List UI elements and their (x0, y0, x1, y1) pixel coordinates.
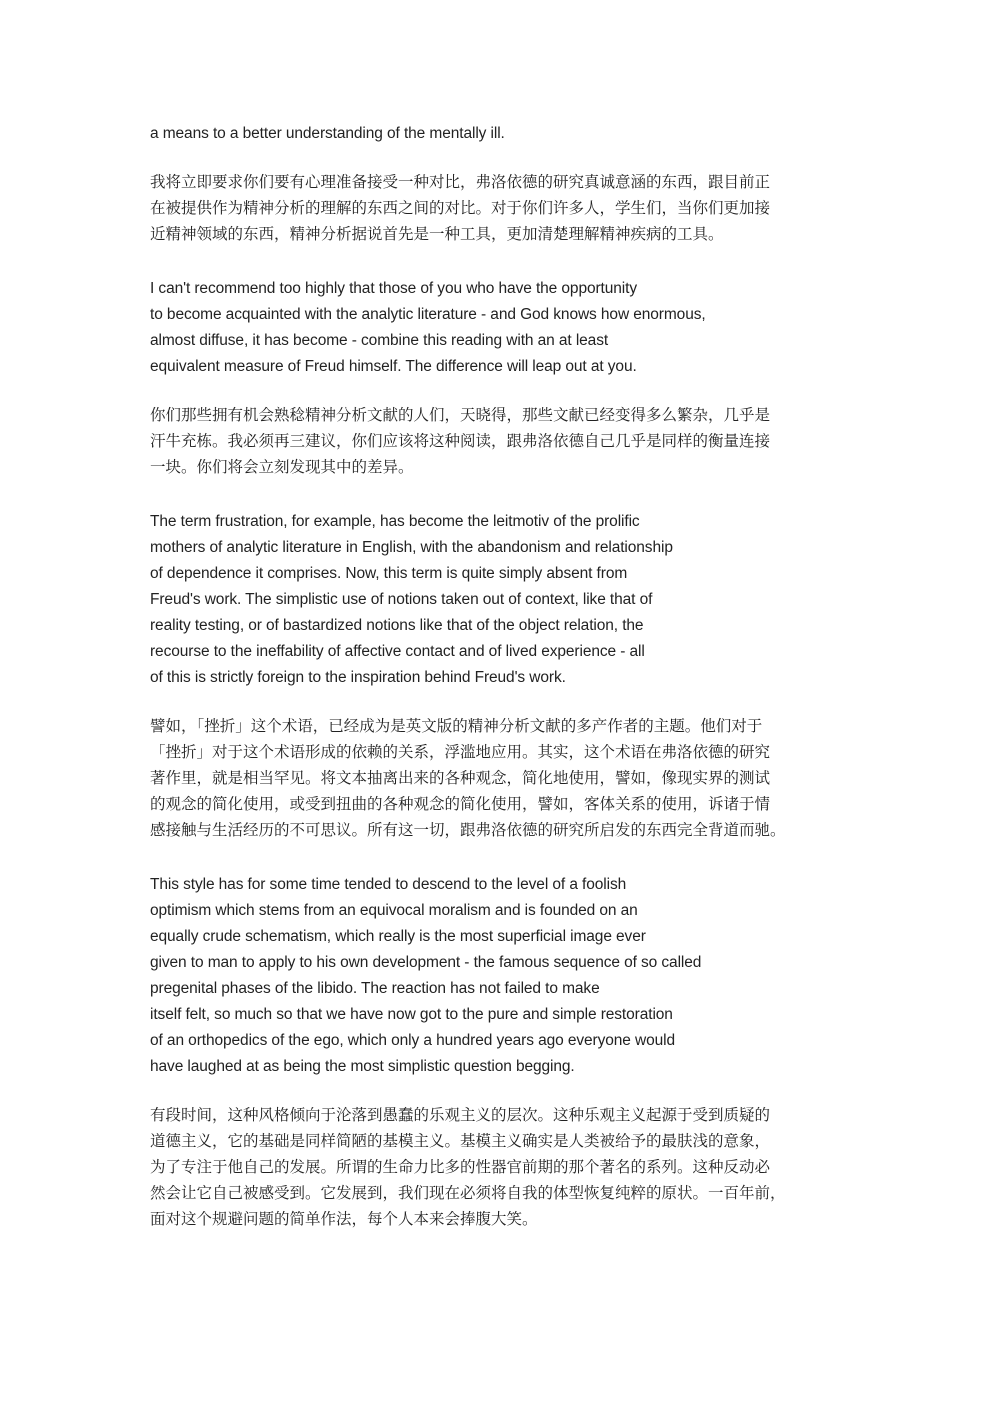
paragraph-english (150, 509, 850, 691)
paragraph-chinese (150, 713, 850, 843)
text-line: equally crude schematism, which really is the most superficial image ever (150, 928, 646, 945)
text-line: 著作里，就是相当罕见。将文本抽离出来的各种观念，简化地使用，譬如，像现实界的测试 (150, 769, 771, 787)
text-line: 然会让它自己被感受到。它发展到，我们现在必须将自我的体型恢复纯粹的原状。一百年前， (150, 1184, 786, 1202)
text-line: 在被提供作为精神分析的理解的东西之间的对比。对于你们许多人，学生们，当你们更加接 (150, 199, 771, 217)
text-line: itself felt, so much so that we have now got to the pure and simple restoration (150, 1006, 673, 1023)
text-line: 近精神领域的东西，精神分析据说首先是一种工具，更加清楚理解精神疾病的工具。 (150, 225, 724, 243)
text-line: of dependence it comprises. Now, this term is quite simply absent from (150, 565, 628, 582)
text-line: of this is strictly foreign to the inspiration behind Freud's work. (150, 669, 566, 686)
text-line: of an orthopedics of the ego, which only a hundred years ago everyone would (150, 1032, 676, 1049)
paragraph-english (150, 121, 850, 147)
text-line: 譬如，「挫折」这个术语，已经成为是英文版的精神分析文献的多产作者的主题。他们对于 (150, 717, 763, 735)
text-line: Freud's work. The simplistic use of notions taken out of context, like that of (150, 591, 653, 608)
text-line: 面对这个规避问题的简单作法，每个人本来会捧腹大笑。 (150, 1210, 538, 1228)
text-line: reality testing, or of bastardized notions like that of the object relation, the (150, 617, 644, 634)
paragraph-chinese (150, 402, 850, 480)
text-line: almost diffuse, it has become - combine this reading with an at least (150, 332, 609, 349)
paragraph-chinese (150, 169, 850, 247)
text-line: 为了专注于他自己的发展。所谓的生命力比多的性器官前期的那个著名的系列。这种反动必 (150, 1158, 771, 1176)
text-line: This style has for some time tended to descend to the level of a foolish (150, 876, 627, 893)
document-body (150, 121, 850, 1232)
text-line: 道德主义，它的基础是同样简陋的基模主义。基模主义确实是人类被给予的最肤浅的意象， (150, 1132, 771, 1150)
text-line: equivalent measure of Freud himself. The difference will leap out at you. (150, 358, 637, 375)
text-line: 你们那些拥有机会熟稔精神分析文献的人们，天晓得，那些文献已经变得多么繁杂，几乎是 (150, 406, 771, 424)
text-line: I can't recommend too highly that those of you who have the opportunity (150, 280, 637, 297)
text-line: a means to a better understanding of the mentally ill. (150, 125, 505, 142)
text-line: mothers of analytic literature in English, with the abandonism and relationship (150, 539, 673, 556)
text-line: 我将立即要求你们要有心理准备接受一种对比，弗洛依德的研究真诚意涵的东西，跟目前正 (150, 173, 771, 191)
text-line: 一块。你们将会立刻发现其中的差异。 (150, 458, 414, 476)
text-line: pregenital phases of the libido. The reaction has not failed to make (150, 980, 600, 997)
text-line: The term frustration, for example, has become the leitmotiv of the prolific (150, 513, 640, 530)
text-line: to become acquainted with the analytic literature - and God knows how enormous, (150, 306, 706, 323)
paragraph-english (150, 872, 850, 1080)
text-line: recourse to the ineffability of affective contact and of lived experience - all (150, 643, 645, 660)
text-line: optimism which stems from an equivocal moralism and is founded on an (150, 902, 638, 919)
text-line: have laughed at as being the most simplistic question begging. (150, 1058, 575, 1075)
text-line: 「挫折」对于这个术语形成的依赖的关系，浮滥地应用。其实，这个术语在弗洛依德的研究 (150, 743, 771, 761)
text-line: given to man to apply to his own development - the famous sequence of so called (150, 954, 702, 971)
paragraph-chinese (150, 1102, 850, 1232)
text-line: 感接触与生活经历的不可思议。所有这一切，跟弗洛依德的研究所启发的东西完全背道而驰。 (150, 821, 786, 839)
text-line: 有段时间，这种风格倾向于沦落到愚蠢的乐观主义的层次。这种乐观主义起源于受到质疑的 (150, 1106, 771, 1124)
text-line: 的观念的简化使用，或受到扭曲的各种观念的简化使用，譬如，客体关系的使用，诉诸于情 (150, 795, 771, 813)
paragraph-english (150, 276, 850, 380)
text-line: 汗牛充栋。我必须再三建议，你们应该将这种阅读，跟弗洛依德自己几乎是同样的衡量连接 (150, 432, 771, 450)
